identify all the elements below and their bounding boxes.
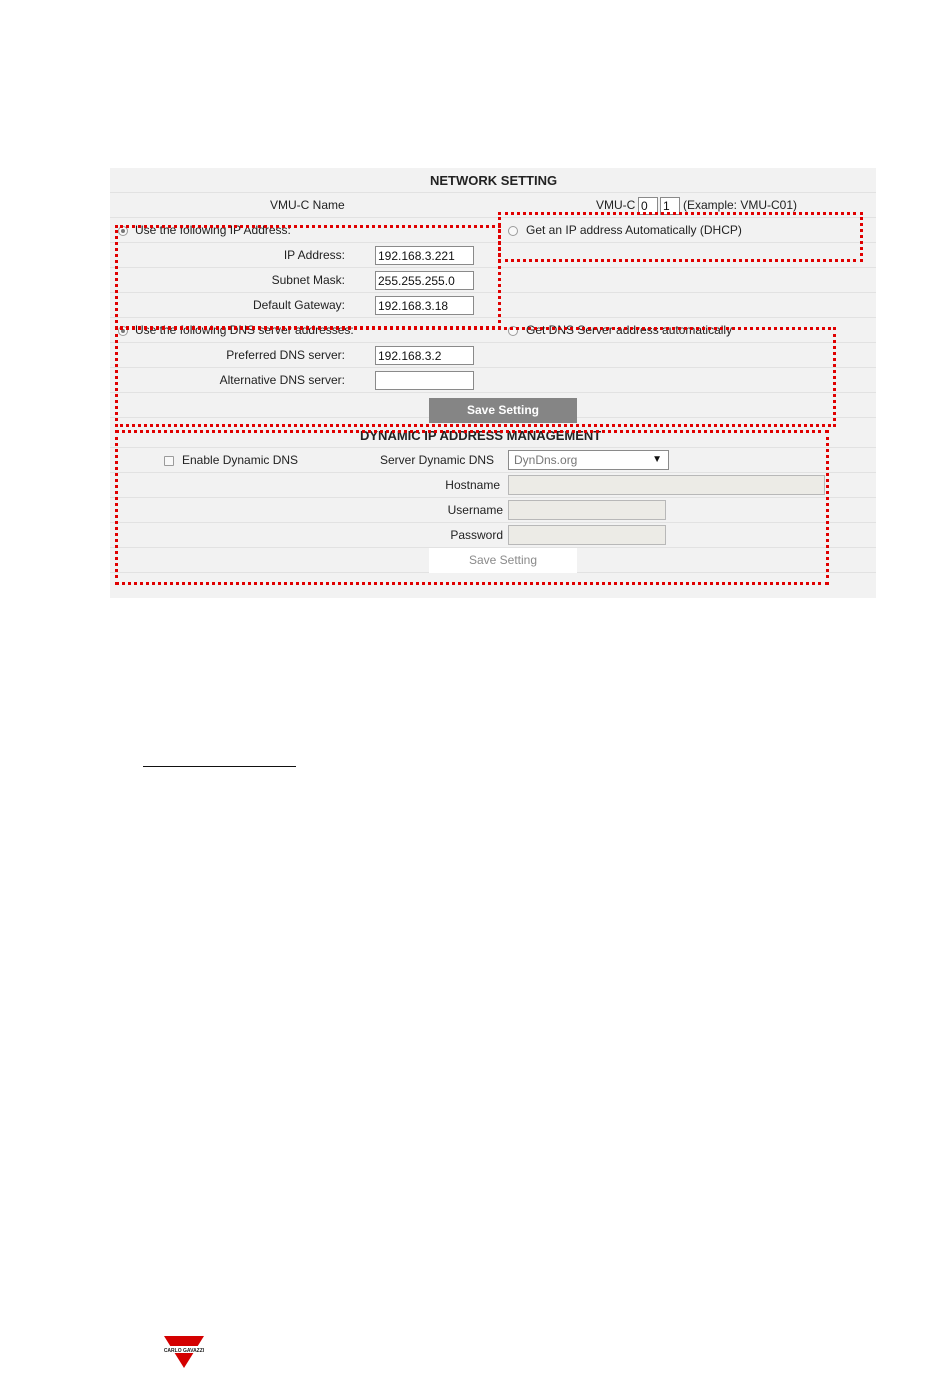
name-prefix: VMU-C [596, 198, 636, 212]
chevron-down-icon: ▼ [652, 454, 662, 465]
preferred-dns-input[interactable] [375, 346, 474, 365]
hostname-label: Hostname [445, 478, 500, 492]
network-title-row [110, 168, 876, 193]
auto-dns-label: Get DNS Server address automatically [526, 323, 733, 337]
alternative-dns-input[interactable] [375, 371, 474, 390]
network-save-button[interactable]: Save Setting [429, 398, 577, 423]
ip-address-input[interactable] [375, 246, 474, 265]
password-input[interactable] [508, 525, 666, 545]
network-save-row [110, 393, 876, 418]
use-dns-label: Use the following DNS server addresses: [135, 323, 354, 337]
use-dns-radio[interactable] [118, 326, 128, 336]
password-label: Password [450, 528, 503, 542]
gateway-row [110, 293, 876, 318]
auto-dns-radio[interactable] [508, 326, 518, 336]
mask-row [110, 268, 876, 293]
dynamic-title-row [110, 423, 876, 448]
ip-label: IP Address: [283, 248, 345, 262]
server-dyndns-label: Server Dynamic DNS [380, 453, 495, 467]
enable-dyndns-checkbox[interactable] [164, 456, 174, 466]
panel-footer-row [110, 573, 876, 598]
password-row [110, 523, 876, 548]
carlo-gavazzi-logo [162, 1334, 206, 1370]
mask-label: Subnet Mask: [271, 273, 345, 287]
dynamic-title: DYNAMIC IP ADDRESS MANAGEMENT [360, 428, 602, 443]
pref-dns-label: Preferred DNS server: [226, 348, 345, 362]
name-label: VMU-C Name [270, 198, 345, 212]
network-title: NETWORK SETTING [430, 173, 558, 188]
dynamic-save-row [110, 548, 876, 573]
alt-dns-label: Alternative DNS server: [219, 373, 345, 387]
username-row [110, 498, 876, 523]
dhcp-radio[interactable] [508, 226, 518, 236]
gateway-input[interactable] [375, 296, 474, 315]
username-input[interactable] [508, 500, 666, 520]
name-example: (Example: VMU-C01) [683, 198, 798, 212]
use-ip-label: Use the following IP Address: [135, 223, 291, 237]
name-digit-2-input[interactable] [660, 197, 680, 215]
use-ip-radio[interactable] [118, 226, 128, 236]
pref-dns-row [110, 343, 876, 368]
server-dyndns-value: DynDns.org [514, 453, 578, 467]
ip-row [110, 243, 876, 268]
alt-dns-row [110, 368, 876, 393]
network-setting-panel [110, 168, 876, 598]
gateway-label: Default Gateway: [252, 298, 345, 312]
server-dyndns-select[interactable] [508, 450, 669, 470]
username-label: Username [447, 503, 503, 517]
enable-dyndns-label: Enable Dynamic DNS [182, 453, 299, 467]
hostname-row [110, 473, 876, 498]
subnet-mask-input[interactable] [375, 271, 474, 290]
dhcp-label: Get an IP address Automatically (DHCP) [526, 223, 742, 237]
name-digit-1-input[interactable] [638, 197, 658, 215]
logo-text: CARLO GAVAZZI [163, 1348, 205, 1354]
underline-mark [143, 766, 296, 767]
hostname-input[interactable] [508, 475, 825, 495]
dynamic-save-button[interactable]: Save Setting [429, 548, 577, 573]
dns-mode-row [110, 318, 876, 343]
ip-mode-row [110, 218, 876, 243]
dyndns-server-row [110, 448, 876, 473]
name-row [110, 193, 876, 218]
